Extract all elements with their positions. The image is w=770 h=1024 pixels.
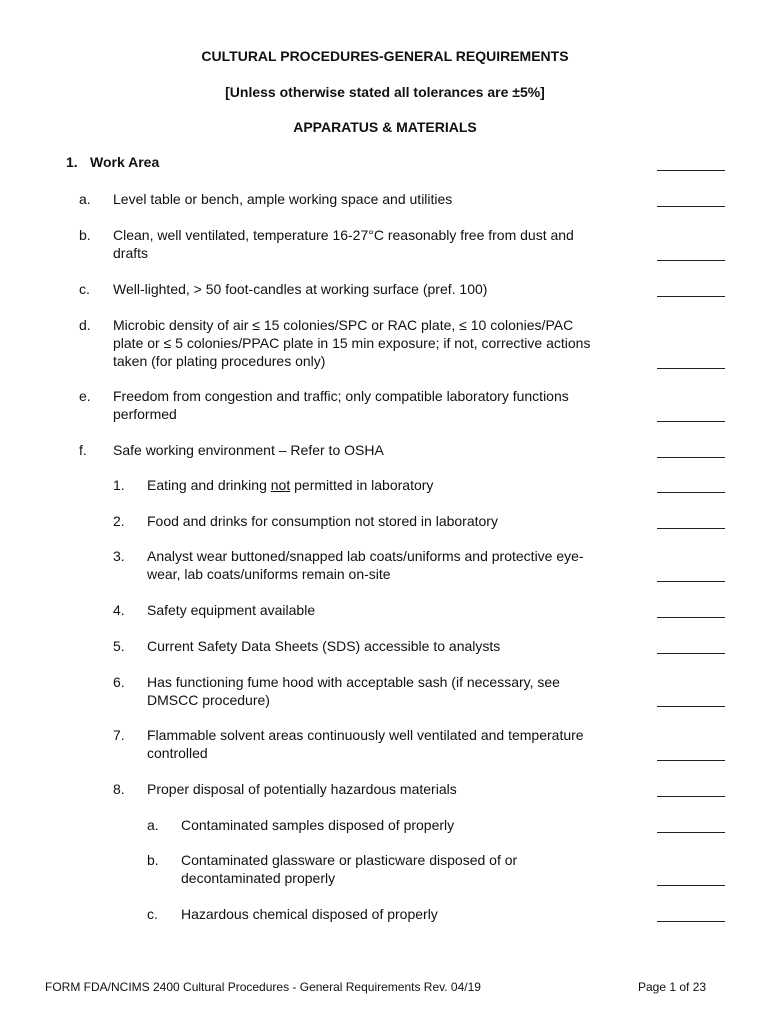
item-marker: 6. [113,674,125,690]
check-blank[interactable] [657,206,725,207]
work-area-number: 1. [66,154,78,170]
item-text: Clean, well ventilated, temperature 16-27°C reasonably free from dust and [113,227,574,243]
item-text: drafts [113,245,149,261]
item-text-part: permitted in laboratory [290,477,434,493]
item-marker: b. [79,227,91,243]
item-text: Level table or bench, ample working space and utilities [113,191,453,207]
item-text: Flammable solvent areas continuously well ventilated and temperature [147,727,584,743]
item-marker: f. [79,442,87,458]
item-marker: 4. [113,602,125,618]
check-blank[interactable] [657,368,725,369]
item-text: wear, lab coats/uniforms remain on-site [147,566,391,582]
item-marker: 1. [113,477,125,493]
item-text: controlled [147,745,208,761]
item-text: Microbic density of air ≤ 15 colonies/SPC or RAC plate, ≤ 10 colonies/PAC [113,317,574,333]
check-blank[interactable] [657,796,725,797]
item-marker: e. [79,388,91,404]
item-marker: 8. [113,781,125,797]
document-title: CULTURAL PROCEDURES-GENERAL REQUIREMENTS [201,48,569,64]
check-blank[interactable] [657,706,725,707]
item-marker: a. [79,191,91,207]
item-text: Current Safety Data Sheets (SDS) accessible to analysts [147,638,501,654]
item-text: Safety equipment available [147,602,316,618]
check-blank[interactable] [657,492,725,493]
check-blank[interactable] [657,832,725,833]
item-text [147,476,433,494]
item-text: performed [113,406,177,422]
check-blank[interactable] [657,885,725,886]
item-text: decontaminated properly [181,870,336,886]
item-marker: b. [147,852,159,868]
item-text: DMSCC procedure) [147,692,270,708]
item-text: Freedom from congestion and traffic; only compatible laboratory functions [113,388,569,404]
item-marker: 2. [113,513,125,529]
tolerance-note: [Unless otherwise stated all tolerances are ±5%] [225,84,545,100]
check-blank[interactable] [657,617,725,618]
item-text: Contaminated samples disposed of properly [181,817,455,833]
item-marker: c. [147,906,158,922]
item-text-part: Eating and drinking [147,477,271,493]
check-blank[interactable] [657,457,725,458]
item-text: Well-lighted, > 50 foot-candles at working surface (pref. 100) [113,281,488,297]
item-marker: 5. [113,638,125,654]
check-blank[interactable] [657,421,725,422]
item-text: plate or ≤ 5 colonies/PPAC plate in 15 min exposure; if not, corrective actions [113,335,591,351]
check-blank[interactable] [657,296,725,297]
item-text: Hazardous chemical disposed of properly [181,906,438,922]
check-blank[interactable] [657,260,725,261]
work-area-label: Work Area [90,154,160,170]
emphasis-text: not [270,477,291,493]
check-blank[interactable] [657,528,725,529]
item-marker: a. [147,817,159,833]
work-area-check-blank[interactable] [657,170,725,171]
item-text: Proper disposal of potentially hazardous materials [147,781,457,797]
section-heading: APPARATUS & MATERIALS [293,119,477,135]
item-marker: c. [79,281,90,297]
check-blank[interactable] [657,760,725,761]
check-blank[interactable] [657,581,725,582]
page-number: Page 1 of 23 [638,980,707,994]
item-text: Safe working environment – Refer to OSHA [113,442,384,458]
item-marker: 3. [113,548,125,564]
item-text: taken (for plating procedures only) [113,353,326,369]
item-text: Analyst wear buttoned/snapped lab coats/uniforms and protective eye- [147,548,584,564]
item-text: Food and drinks for consumption not stored in laboratory [147,513,498,529]
item-marker: d. [79,317,91,333]
form-footer: FORM FDA/NCIMS 2400 Cultural Procedures - General Requirements Rev. 04/19 [45,980,481,994]
item-text: Contaminated glassware or plasticware disposed of or [181,852,518,868]
check-blank[interactable] [657,921,725,922]
check-blank[interactable] [657,653,725,654]
item-marker: 7. [113,727,125,743]
item-text: Has functioning fume hood with acceptable sash (if necessary, see [147,674,560,690]
